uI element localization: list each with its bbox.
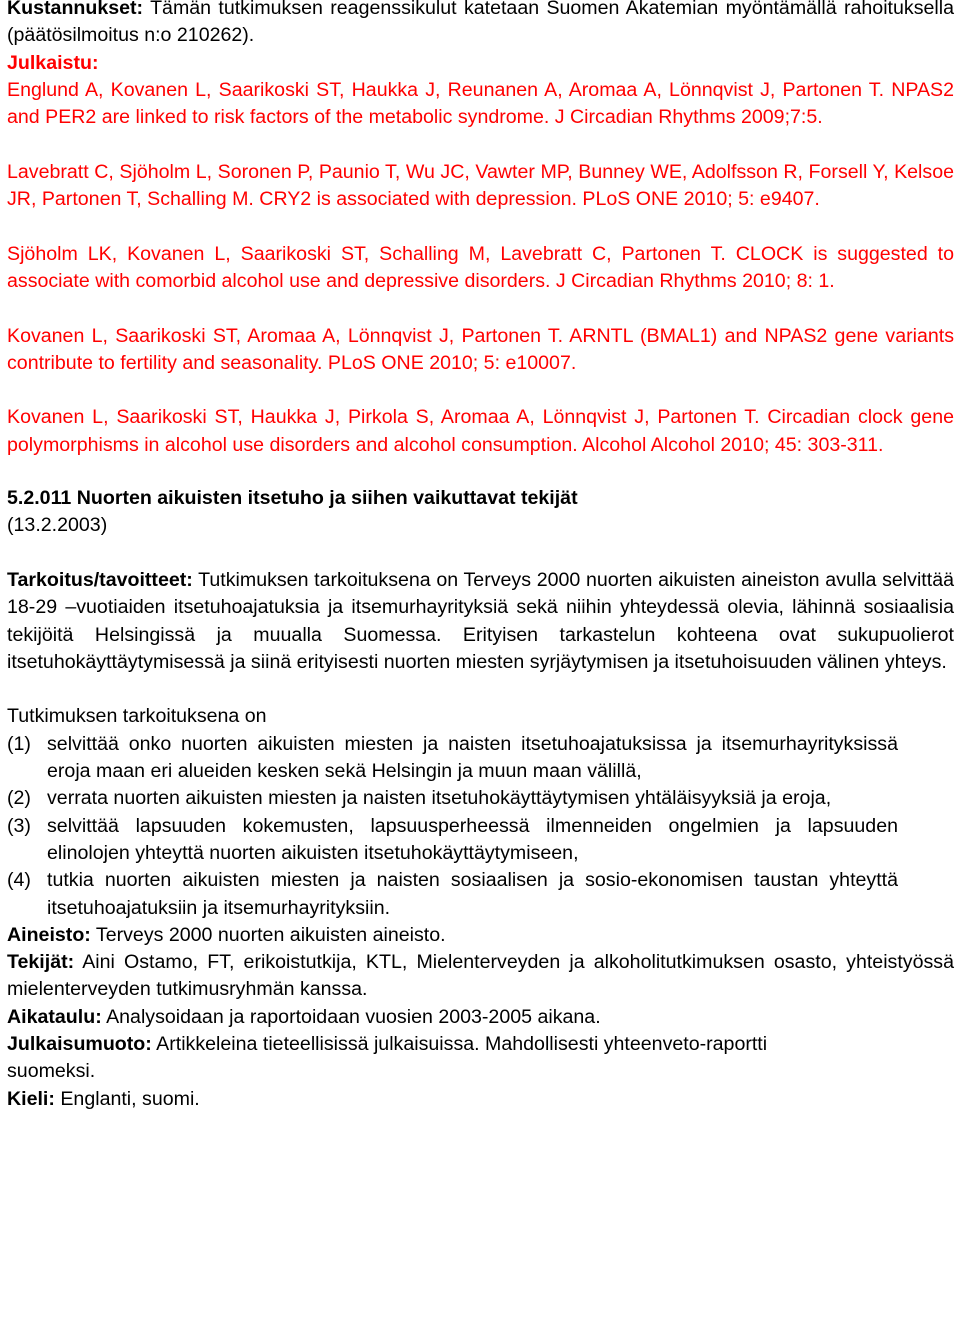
document-page [7,0,954,1113]
funding-text: Tämän tutkimuksen reagenssikulut katetaan Suomen Akatemian myöntämällä rahoituksella (päätösilmoitus n:o 210262). [7,0,954,47]
aims-item-text: verrata nuorten aikuisten miesten ja naisten itsetuhokäyttäytymisen yhtäläisyyksiä ja eroja, [47,787,832,810]
reference-1: Englund A, Kovanen L, Saarikoski ST, Haukka J, Reunanen A, Aromaa A, Lönnqvist J, Partonen T. NPAS2 and PER2 are linked to risk factors of the metabolic syndrome. J Circadian Rhythms 2009;7:5. [7,78,954,129]
reference-4: Kovanen L, Saarikoski ST, Aromaa A, Lönnqvist J, Partonen T. ARNTL (BMAL1) and NPAS2 gene variants contribute to fertility and seasonality. PLoS ONE 2010; 5: e10007. [7,324,954,374]
material-paragraph [7,922,954,949]
aims-list-item [7,731,898,786]
aims-item-text: selvittää lapsuuden kokemusten, lapsuusperheessä ilmenneiden ongelmien ja lapsuuden elinolojen yhteyttä nuorten aikuisten itsetuhokäyttäytymiseen, [47,814,898,864]
schedule-text: Analysoidaan ja raportoidaan vuosien 2003-2005 aikana. [101,1005,601,1028]
purpose-label: Tarkoitus/tavoitteet: [7,568,193,591]
reference-5: Kovanen L, Saarikoski ST, Haukka J, Pirkola S, Aromaa A, Lönnqvist J, Partonen T. Circadian clock gene polymorphisms in alcohol use disorders and alcohol consumption. Alcohol Alcohol 2010; 45: 303-311. [7,406,954,456]
aims-item-text: tutkia nuorten aikuisten miesten ja naisten sosiaalisen ja sosio-ekonomisen taustan yhteyttä itsetuhoajatuksiin ja itsemurhayrityksiin. [47,869,898,919]
language-text: Englanti, suomi. [54,1087,200,1110]
authors-label: Tekijät: [7,951,75,974]
language-label: Kieli: [7,1087,55,1110]
aims-item-text: selvittää onko nuorten aikuisten miesten ja naisten itsetuhoajatuksissa ja itsemurhayrityksissä eroja maan eri alueiden kesken sekä Helsingin ja muun maan välillä, [47,732,898,783]
aims-item-number: (3) [7,814,31,837]
authors-text: Aini Ostamo, FT, erikoistutkija, KTL, Mielenterveyden ja alkoholitutkimuksen osasto, yhteistyössä mielenterveyden tutkimusryhmän kanssa. [7,951,954,1001]
section-date: (13.2.2003) [7,514,108,537]
published-label: Julkaistu: [7,51,99,74]
reference-2: Lavebratt C, Sjöholm L, Soronen P, Paunio T, Wu JC, Vawter MP, Bunney WE, Adolfsson R, Forsell Y, Kelsoe JR, Partonen T, Schalling M. CRY2 is associated with depression. PLoS ONE 2010; 5: e9407. [7,160,954,211]
language-paragraph [7,1086,954,1113]
reference-3: Sjöholm LK, Kovanen L, Saarikoski ST, Schalling M, Lavebratt C, Partonen T. CLOCK is suggested to associate with comorbid alcohol use and depressive disorders. J Circadian Rhythms 2010; 8: 1. [7,242,954,292]
aims-list-item [7,813,898,868]
funding-paragraph [7,0,954,50]
material-label: Aineisto: [7,923,91,946]
aims-intro: Tutkimuksen tarkoituksena on [7,705,267,728]
funding-label: Kustannukset: [7,0,144,19]
publication-form-paragraph [7,1031,852,1086]
authors-paragraph [7,949,954,1004]
aims-list-item [7,867,898,922]
publication-form-label: Julkaisumuoto: [7,1032,152,1055]
aims-item-number: (1) [7,732,31,755]
publication-form-text: Artikkeleina tieteellisissä julkaisuissa. Mahdollisesti yhteenveto-raportti suomeksi. [7,1032,768,1083]
material-text: Terveys 2000 nuorten aikuisten aineisto. [90,923,446,946]
aims-item-number: (2) [7,787,31,810]
schedule-label: Aikataulu: [7,1005,102,1028]
purpose-text: Tutkimuksen tarkoituksena on Terveys 2000 nuorten aikuisten aineiston avulla selvittää 18-29 –vuotiaiden itsetuhoajatuksia ja itsemurhayrityksiä sekä niihin yhteydessä olevia, lähinnä sosiaalisia tekijöitä Helsingissä ja muualla Suomessa. Erityisen tarkastelun kohteena ovat sukupuolierot itsetuhokäyttäytymisessä ja siinä erityisesti nuorten miesten syrjäytymisen ja itsetuhoisuuden välinen yhteys. [7,568,954,673]
purpose-paragraph [7,567,954,676]
section-title: 5.2.011 Nuorten aikuisten itsetuho ja siihen vaikuttavat tekijät [7,487,578,510]
aims-item-number: (4) [7,869,31,892]
aims-list [7,731,898,922]
schedule-paragraph [7,1004,954,1031]
aims-list-item [7,785,898,812]
